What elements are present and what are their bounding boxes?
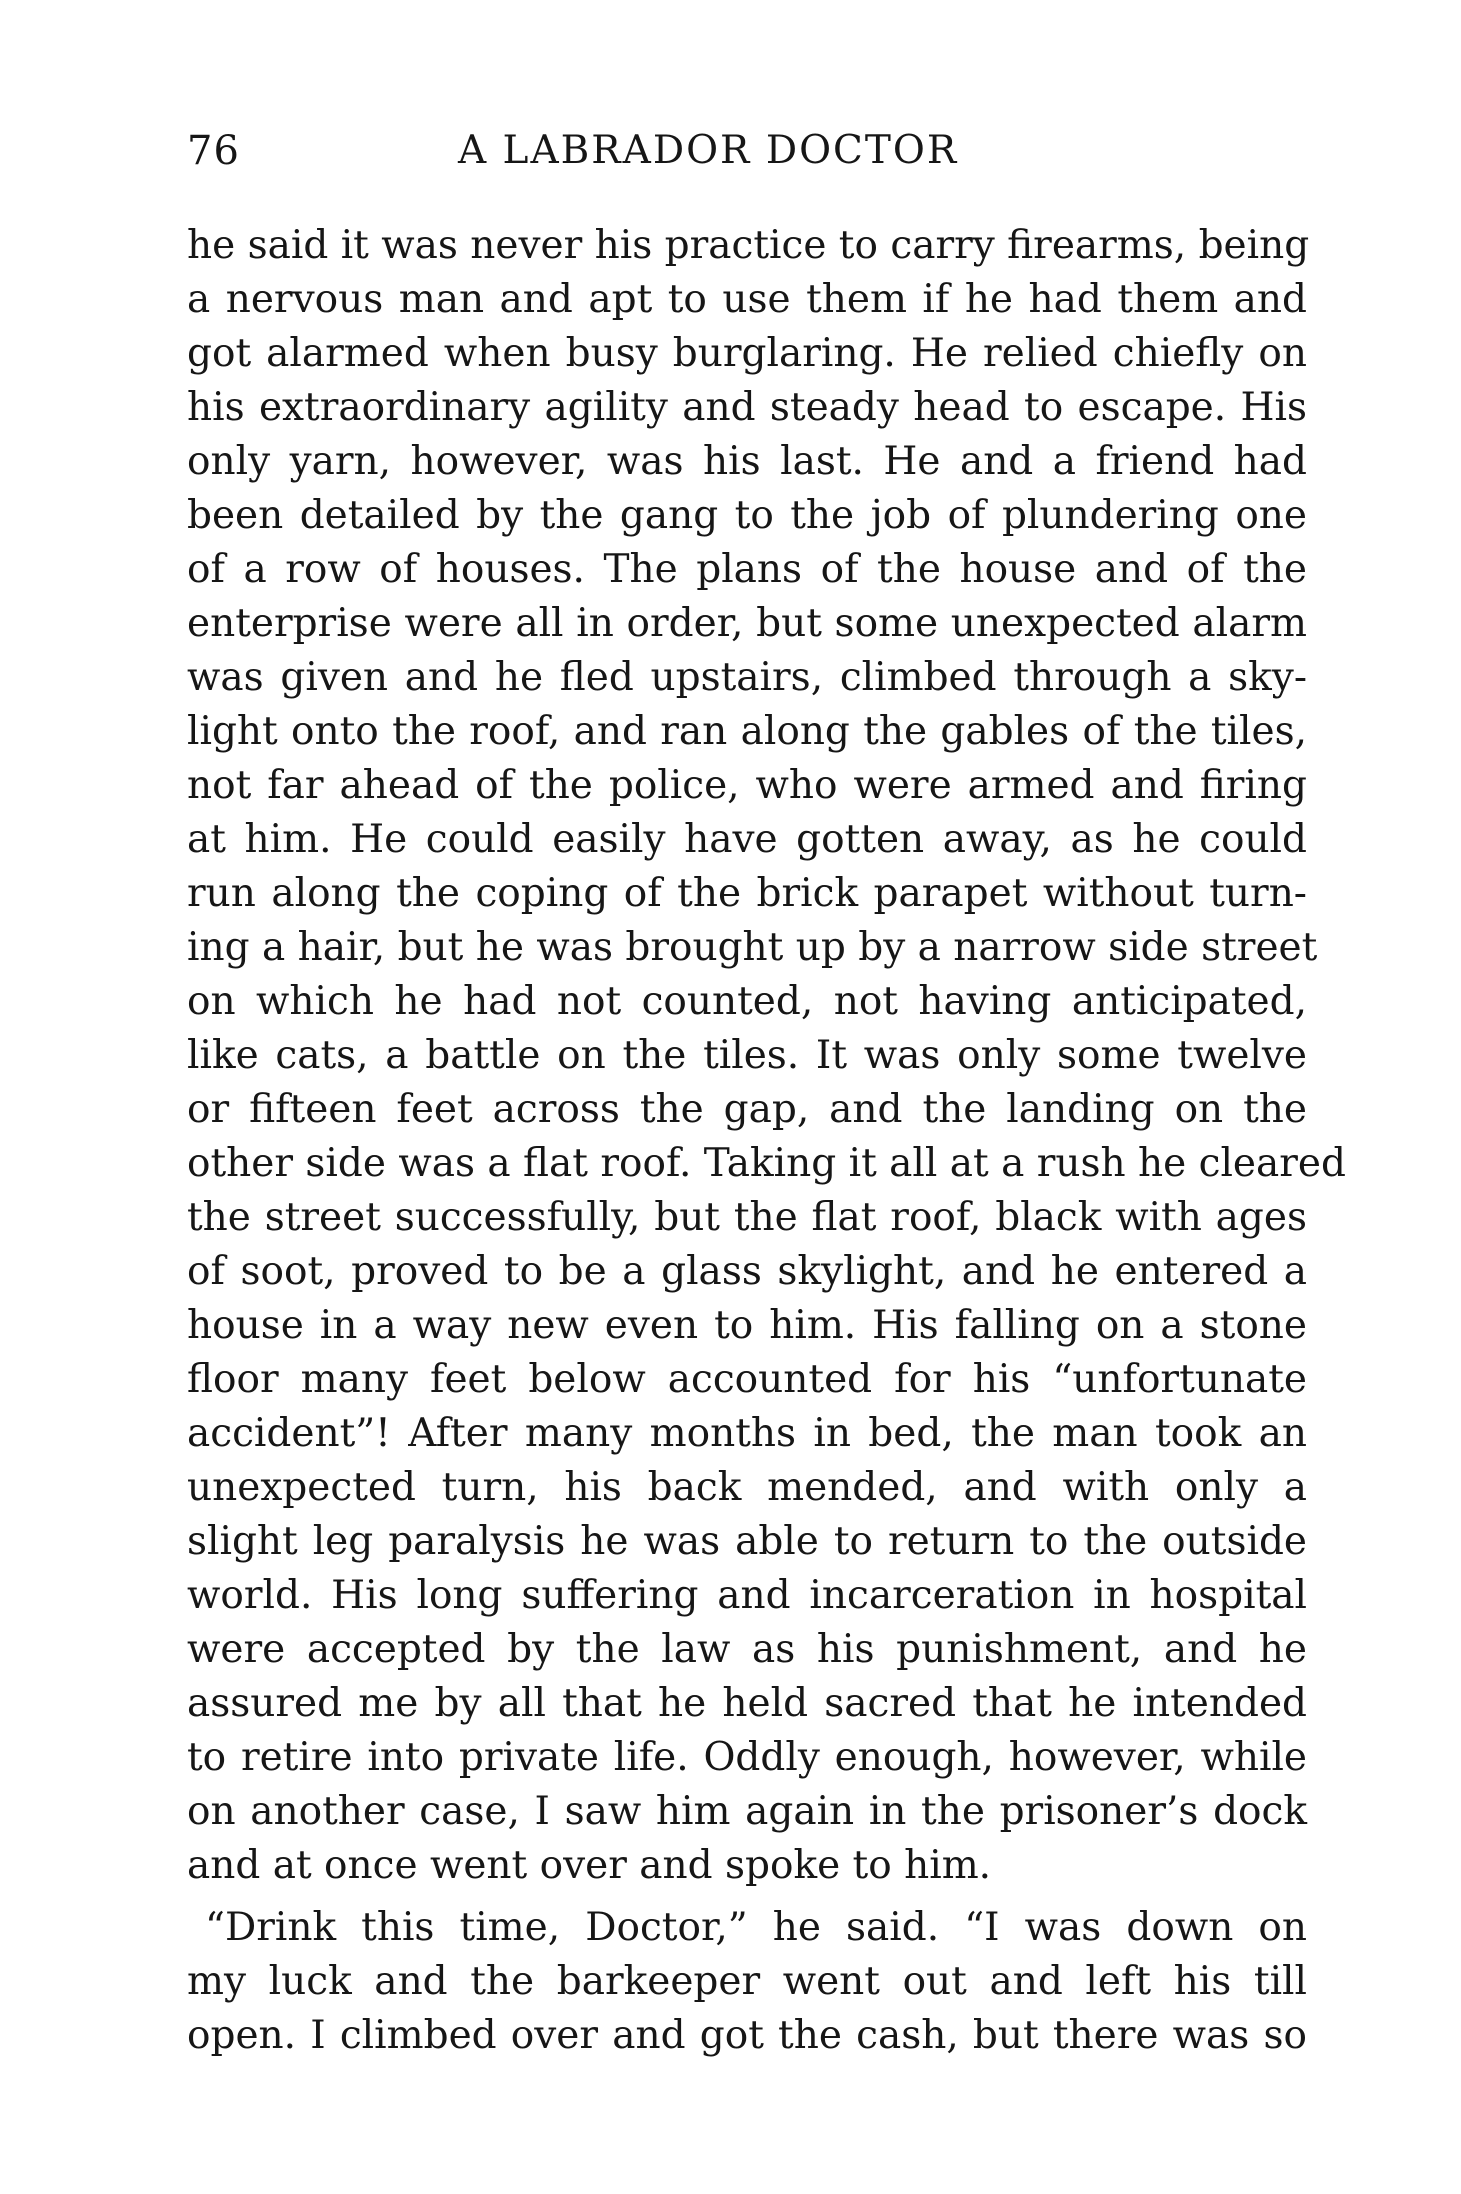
paragraph [187, 219, 1346, 1893]
text-line: at him. He could easily have gotten away, as he could [187, 817, 1307, 862]
text-line: not far ahead of the police, who were armed and firing [187, 763, 1307, 808]
running-head: A LABRADOR DOCTOR [458, 128, 959, 173]
paragraph-gap [187, 1893, 1307, 1901]
text-line: ing a hair, but he was brought up by a narrow side street [187, 925, 1318, 970]
text-line: of a row of houses. The plans of the house and of the [187, 547, 1307, 592]
text-line: was given and he fled upstairs, climbed through a sky- [187, 655, 1307, 700]
text-line: floor many feet below accounted for his “unfortunate [187, 1357, 1307, 1402]
text-line: his extraordinary agility and steady head to escape. His [187, 385, 1307, 430]
text-line: like cats, a battle on the tiles. It was only some twelve [187, 1033, 1307, 1078]
text-line: world. His long suffering and incarceration in hospital [187, 1573, 1307, 1618]
body-text [187, 219, 1346, 2063]
text-line: been detailed by the gang to the job of plundering one [187, 493, 1307, 538]
text-line: my luck and the barkeeper went out and left his till [187, 1959, 1307, 2004]
text-line: run along the coping of the brick parapet without turn- [187, 871, 1307, 916]
text-line: on another case, I saw him again in the prisoner’s dock [187, 1789, 1307, 1834]
text-line: of soot, proved to be a glass skylight, and he entered a [187, 1249, 1307, 1294]
text-line: he said it was never his practice to carry firearms, being [187, 223, 1310, 268]
text-line: accident”! After many months in bed, the man took an [187, 1411, 1307, 1456]
page-number: 76 [187, 128, 240, 174]
page-header [187, 126, 1307, 186]
text-line: to retire into private life. Oddly enough, however, while [187, 1735, 1307, 1780]
text-line: the street successfully, but the flat roof, black with ages [187, 1195, 1307, 1240]
text-line: other side was a flat roof. Taking it all at a rush he cleared [187, 1141, 1346, 1186]
text-line: open. I climbed over and got the cash, but there was so [187, 2013, 1307, 2058]
text-line: unexpected turn, his back mended, and with only a [187, 1465, 1307, 1510]
text-line: house in a way new even to him. His falling on a stone [187, 1303, 1307, 1348]
text-line: were accepted by the law as his punishment, and he [187, 1627, 1307, 1672]
text-line: got alarmed when busy burglaring. He relied chiefly on [187, 331, 1307, 376]
text-line: on which he had not counted, not having anticipated, [187, 979, 1307, 1024]
text-line: light onto the roof, and ran along the gables of the tiles, [187, 709, 1307, 754]
text-line: slight leg paralysis he was able to return to the outside [187, 1519, 1307, 1564]
text-line: and at once went over and spoke to him. [187, 1843, 992, 1888]
text-line: or fifteen feet across the gap, and the landing on the [187, 1087, 1307, 1132]
text-line: only yarn, however, was his last. He and a friend had [187, 439, 1307, 484]
paragraph [187, 1901, 1307, 2063]
text-line: enterprise were all in order, but some unexpected alarm [187, 601, 1307, 646]
text-line: assured me by all that he held sacred that he intended [187, 1681, 1307, 1726]
text-line: “Drink this time, Doctor,” he said. “I was down on [205, 1905, 1307, 1950]
text-line: a nervous man and apt to use them if he had them and [187, 277, 1307, 322]
